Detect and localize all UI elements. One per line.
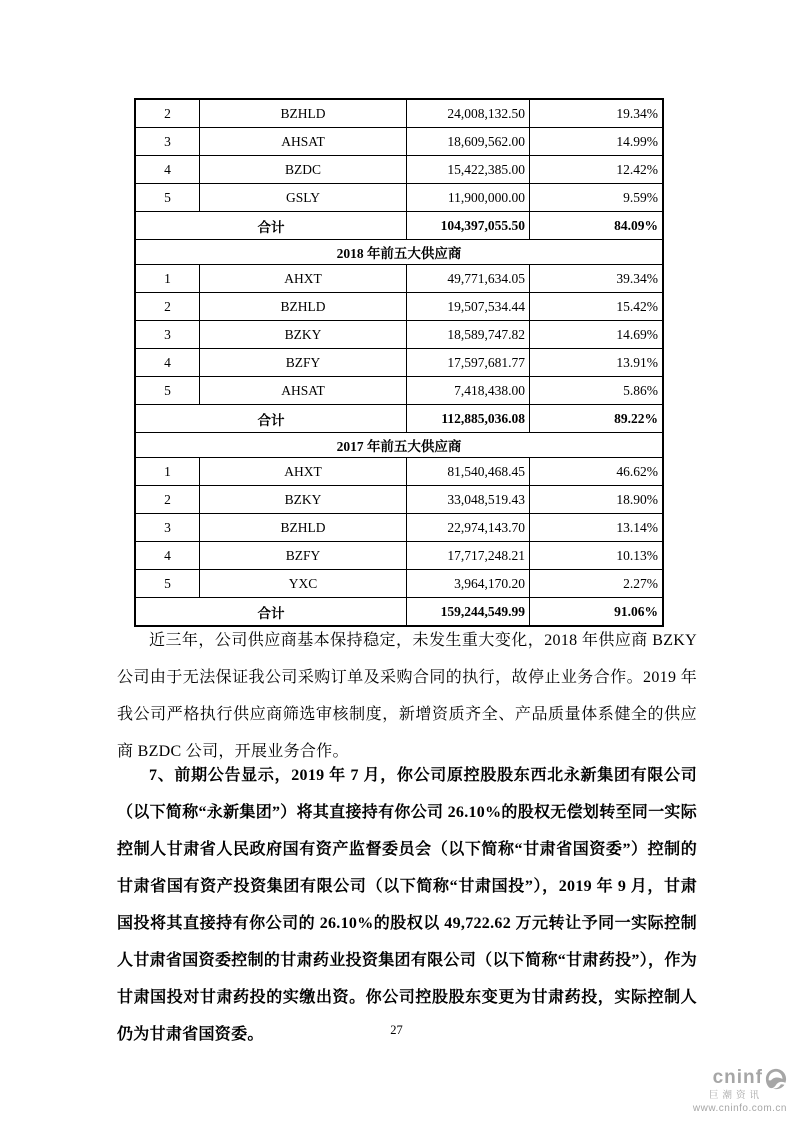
total-percent-cell: 89.22% [530,405,664,433]
amount-cell: 7,418,438.00 [407,377,530,405]
percent-cell: 9.59% [530,184,664,212]
rank-cell: 4 [135,542,200,570]
table-row [135,542,663,570]
rank-cell: 3 [135,321,200,349]
cninfo-swirl-icon [765,1068,787,1090]
percent-cell: 13.91% [530,349,664,377]
rank-cell: 5 [135,570,200,598]
percent-cell: 13.14% [530,514,664,542]
table-row [135,156,663,184]
rank-cell: 2 [135,293,200,321]
amount-cell: 33,048,519.43 [407,486,530,514]
supplier-name-cell: BZDC [200,156,407,184]
table-row [135,458,663,486]
year-section-header-2017 [135,433,663,458]
percent-cell: 46.62% [530,458,664,486]
percent-cell: 15.42% [530,293,664,321]
year-section-header-2018 [135,240,663,265]
percent-cell: 19.34% [530,99,664,128]
rank-cell: 2 [135,99,200,128]
amount-cell: 24,008,132.50 [407,99,530,128]
supplier-name-cell: AHSAT [200,128,407,156]
table-row [135,486,663,514]
percent-cell: 39.34% [530,265,664,293]
supplier-name-cell: BZKY [200,486,407,514]
amount-cell: 81,540,468.45 [407,458,530,486]
percent-cell: 2.27% [530,570,664,598]
total-row [135,212,663,240]
supplier-name-cell: GSLY [200,184,407,212]
table-row [135,570,663,598]
total-percent-cell: 91.06% [530,598,664,627]
amount-cell: 18,589,747.82 [407,321,530,349]
amount-cell: 11,900,000.00 [407,184,530,212]
table-row [135,99,663,128]
amount-cell: 17,717,248.21 [407,542,530,570]
rank-cell: 5 [135,184,200,212]
amount-cell: 3,964,170.20 [407,570,530,598]
cninfo-chinese-name: 巨潮资讯 [708,1089,763,1101]
table-row [135,293,663,321]
supplier-name-cell: BZKY [200,321,407,349]
year-header-cell: 2017 年前五大供应商 [135,433,663,458]
rank-cell: 4 [135,349,200,377]
table-row [135,514,663,542]
percent-cell: 14.69% [530,321,664,349]
top-suppliers-table [134,98,664,627]
inquiry-item-7-paragraph: 7、前期公告显示，2019 年 7 月，你公司原控股股东西北永新集团有限公司（以下简称“永新集团”）将其直接持有你公司 26.10%的股权无偿划转至同一实际控制人甘肃省人民政府国有资产监督委员会（以下简称“甘肃省国资委”）控制的甘肃省国有资产投资集团有限公司（以下简称“甘肃国投”），2019 年 9 月，甘肃国投将其直接持有你公司的 26.10%的股权以 49,722.62 万元转让予同一实际控制人甘肃省国资委控制的甘肃药业投资集团有限公司（以下简称“甘肃药投”），作为甘肃国投对甘肃药投的实缴出资。你公司控股股东变更为甘肃药投，实际控制人仍为甘肃省国资委。 [117,767,698,1043]
rank-cell: 3 [135,128,200,156]
amount-cell: 49,771,634.05 [407,265,530,293]
table-row [135,349,663,377]
supplier-name-cell: AHXT [200,265,407,293]
percent-cell: 12.42% [530,156,664,184]
supplier-name-cell: BZFY [200,542,407,570]
supplier-name-cell: BZFY [200,349,407,377]
percent-cell: 5.86% [530,377,664,405]
cninfo-brand-text: cninf [712,1067,763,1089]
percent-cell: 10.13% [530,542,664,570]
total-amount-cell: 159,244,549.99 [407,598,530,627]
amount-cell: 22,974,143.70 [407,514,530,542]
amount-cell: 19,507,534.44 [407,293,530,321]
supplier-name-cell: BZHLD [200,514,407,542]
total-label-cell: 合计 [135,598,407,627]
table-row [135,184,663,212]
cninfo-logo [693,1068,787,1114]
total-amount-cell: 112,885,036.08 [407,405,530,433]
amount-cell: 15,422,385.00 [407,156,530,184]
supplier-commentary-paragraph: 近三年，公司供应商基本保持稳定，未发生重大变化，2018 年供应商 BZKY 公司由于无法保证我公司采购订单及采购合同的执行，故停止业务合作。2019 年我公司严格执行供应商筛选审核制度，新增资质齐全、产品质量体系健全的供应商 BZDC 公司，开展业务合作。 [117,632,697,760]
table-row [135,377,663,405]
rank-cell: 2 [135,486,200,514]
table-row [135,128,663,156]
table-row [135,321,663,349]
percent-cell: 18.90% [530,486,664,514]
rank-cell: 4 [135,156,200,184]
total-percent-cell: 84.09% [530,212,664,240]
rank-cell: 1 [135,265,200,293]
percent-cell: 14.99% [530,128,664,156]
table-row [135,265,663,293]
page-number: 27 [390,1023,403,1037]
supplier-name-cell: BZHLD [200,99,407,128]
amount-cell: 17,597,681.77 [407,349,530,377]
rank-cell: 1 [135,458,200,486]
total-label-cell: 合计 [135,405,407,433]
amount-cell: 18,609,562.00 [407,128,530,156]
total-row [135,405,663,433]
supplier-name-cell: BZHLD [200,293,407,321]
total-amount-cell: 104,397,055.50 [407,212,530,240]
supplier-name-cell: AHSAT [200,377,407,405]
rank-cell: 3 [135,514,200,542]
supplier-name-cell: AHXT [200,458,407,486]
year-header-cell: 2018 年前五大供应商 [135,240,663,265]
supplier-name-cell: YXC [200,570,407,598]
total-label-cell: 合计 [135,212,407,240]
cninfo-url: www.cninfo.com.cn [692,1103,787,1114]
rank-cell: 5 [135,377,200,405]
